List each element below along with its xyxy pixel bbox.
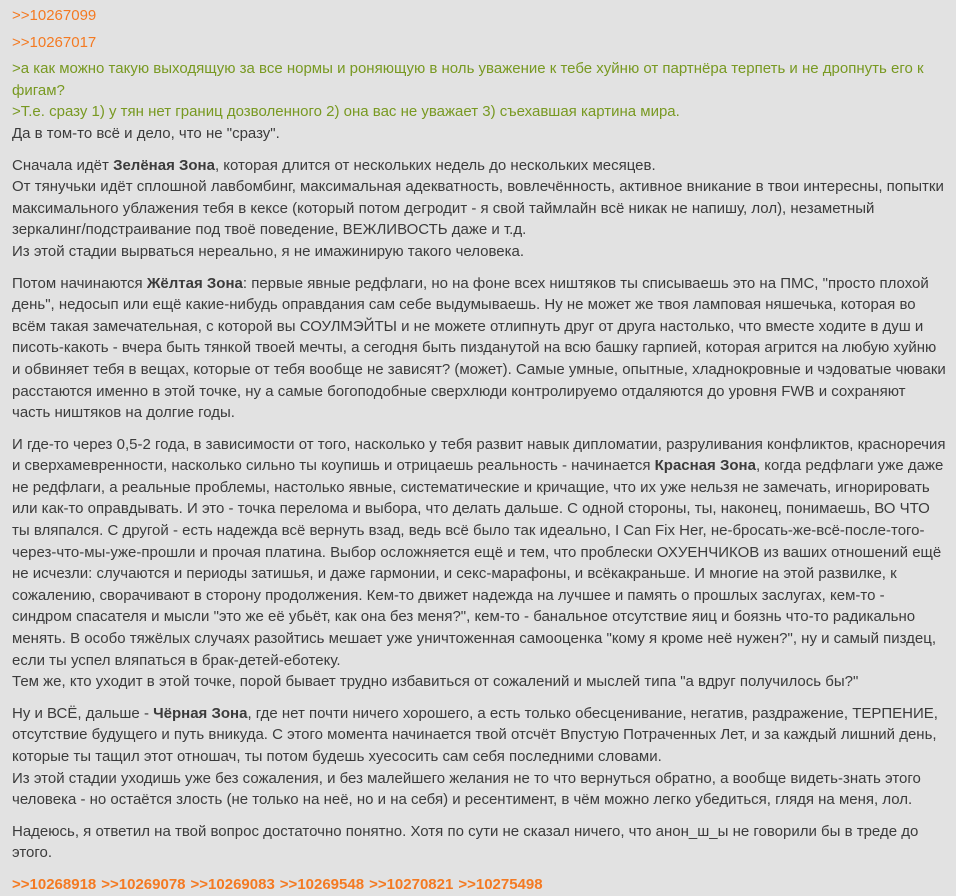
post-text-run: : первые явные редфлаги, но на фоне всех ништяков ты списываешь это на ПМС, "просто плохой день", недосып или ещё какие-нибудь оправдания сам себе выдумываешь. Ну не может же твоя ламповая няшечька, которая во всём такая замечательная, с которой вы СОУЛМЭЙТЫ и не можете отлипнуть друг от друга настолько, что вместе ходите в душ и писоть-какоть - вчера быть тянкой твоей мечты, а сегодня быть пизданутой на всю башку гарпией, которая агрится на любую хуйню и обвиняет тебя в вещах, которые от тебя вообще не зависят? (может). Самые умные, опытные, хладнокровные и чэдоватые чюваки расстаются именно в этой точке, ну а самые богоподобные сверхлюди контролируемо отдаляются до уровня FWB и сохраняют часть ништяков на долгие годы.: [12, 274, 946, 422]
post-text-run: От тянучьки идёт сплошной лавбомбинг, максимальная адекватность, вовлечённость, активное вникание в твои интересны, попытки максимального ублажения тебя в кексе (который потом дегродит - я свой таймлайн всё никак не напишу, лол), незаметный зеркалинг/подстраивание под твоё поведение, ВЕЖЛИВОСТЬ даже и т.д.: [12, 178, 944, 239]
post-reply-backlink[interactable]: >>10269548: [279, 875, 365, 893]
post-reply-backlink[interactable]: >>10268918: [12, 875, 97, 893]
post-reply-backlink[interactable]: >>10270821: [369, 875, 454, 893]
post-block: [12, 874, 946, 896]
post-text-run: , когда редфлаги уже даже не редфлаги, а реальные проблемы, настолько явные, систематические и кричащие, что их уже нельзя не замечать, игнорировать или как-то оправдывать. И это - точка перелома и выбора, что делать дальше. С одной стороны, ты, наконец, понимаешь, ВО ЧТО ты вляпался. С другой - есть надежда всё вернуть взад, ведь всё было так идеально, I Can Fix Her, не-бросать-же-всё-после-того-через-что-мы-уже-прошли и прочая платина. Выбор осложняется ещё и тем, что проблески ОХУЕНЧИКОВ из ваших отношений ещё не исчезли: случаются и периоды затишья, и даже гармонии, и секс-марафоны, и всёкакраньше. И многие на этой развилке, к сожалению, сворачивают в сторону продолжения. Кем-то движет надежда на лучшее и память о прошлых заслугах, кем-то - синдром спасателя и мысли "это же её убьёт, как она без меня?", кем-то - банальное отсутствие яиц и боязнь что-то радикально менять. В особо тяжёлых случаях разойтись мешает уже уничтоженная самооценка "кому я кроме неё нужен?", ну и самый пиздец, если ты успел вляпаться в брак-детей-еботеку.: [12, 457, 944, 669]
post-text-line: [12, 273, 946, 424]
post-block: [12, 821, 946, 864]
post-text-run: Из этой стадии вырваться нереально, я не имажинирую такого человека.: [12, 242, 525, 260]
post-block: [12, 703, 946, 811]
post-text-run: Потом начинаются: [12, 274, 147, 292]
post-block: [12, 434, 946, 693]
reply-reference-line: [12, 5, 946, 32]
post-text-line: [12, 155, 946, 177]
zone-name-bold: Зелёная Зона: [113, 156, 215, 174]
post-text-run: Сначала идёт: [12, 156, 114, 174]
post-text-line: [12, 703, 946, 768]
post-text-run: Ну и ВСЁ, дальше -: [12, 704, 154, 722]
post-text-line: [12, 241, 946, 263]
post-text-line: [12, 821, 946, 864]
post-text-run: Из этой стадии уходишь уже без сожаления, и без малейшего желания не то что вернуться обратно, а вообще видеть-знать этого человека - но остаётся злость (не только на неё, но и на себя) и ресентимент, в чём можно легко убедиться, глядя на меня, лол.: [12, 769, 921, 809]
post-text-run: , где нет почти ничего хорошего, а есть только обесценивание, негатив, раздражение, ТЕРПЕНИЕ, отсутствие будущего и путь вникуда. С этого момента начинается твой отсчёт Впустую Потраченных Лет, и за каждый лишний день, которые ты тащил этот отношач, ты потом будешь хуесосить сам себя последними словами.: [12, 704, 938, 765]
replies-to-post-row: [12, 874, 946, 896]
post-text-run: Тем же, кто уходит в этой точке, порой бывает трудно избавиться от сожалений и мыслей типа "а вдруг получилось бы?": [12, 673, 859, 691]
reply-reference-line: [12, 32, 946, 59]
post-text-run: , которая длится от нескольких недель до нескольких месяцев.: [214, 156, 656, 174]
post-text-line: [12, 176, 946, 241]
post-text-run: И где-то через 0,5-2 года, в зависимости от того, насколько у тебя развит навык дипломатии, разруливания конфликтов, красноречия и сверхамевренности, насколько сильно ты коупишь и отрицаешь реальность - начинается: [12, 435, 946, 475]
greentext-line: >Т.е. сразу 1) у тян нет границ дозволенного 2) она вас не уважает 3) съехавшая картина мира.: [12, 103, 680, 121]
post-reply-backlink[interactable]: >>10269083: [190, 875, 275, 893]
post-block: [12, 273, 946, 424]
post-text-line: [12, 123, 946, 145]
greentext-line: >а как можно такую выходящую за все нормы и роняющую в ноль уважение к тебе хуйню от партнёра терпеть и не дропнуть его к фигам?: [12, 60, 924, 99]
zone-name-bold: Чёрная Зона: [153, 704, 248, 722]
post-text-line: [12, 671, 946, 693]
post-text-line: [12, 768, 946, 811]
zone-name-bold: Жёлтая Зона: [146, 274, 243, 292]
post-text-run: Да в том-то всё и дело, что не "сразу".: [12, 124, 280, 142]
zone-name-bold: Красная Зона: [654, 457, 756, 475]
post-reference-link[interactable]: >>10267099: [12, 7, 97, 24]
post-reply-backlink[interactable]: >>10275498: [458, 875, 543, 893]
post-block: [12, 155, 946, 263]
post-reply-backlink[interactable]: >>10269078: [101, 875, 186, 893]
post-text-line: [12, 434, 946, 672]
post-text-run: Надеюсь, я ответил на твой вопрос достаточно понятно. Хотя по сути не сказал ничего, что анон_ш_ы не говорили бы в треде до этого.: [12, 822, 919, 862]
post-block: [12, 5, 946, 145]
post-reference-link[interactable]: >>10267017: [12, 33, 97, 51]
